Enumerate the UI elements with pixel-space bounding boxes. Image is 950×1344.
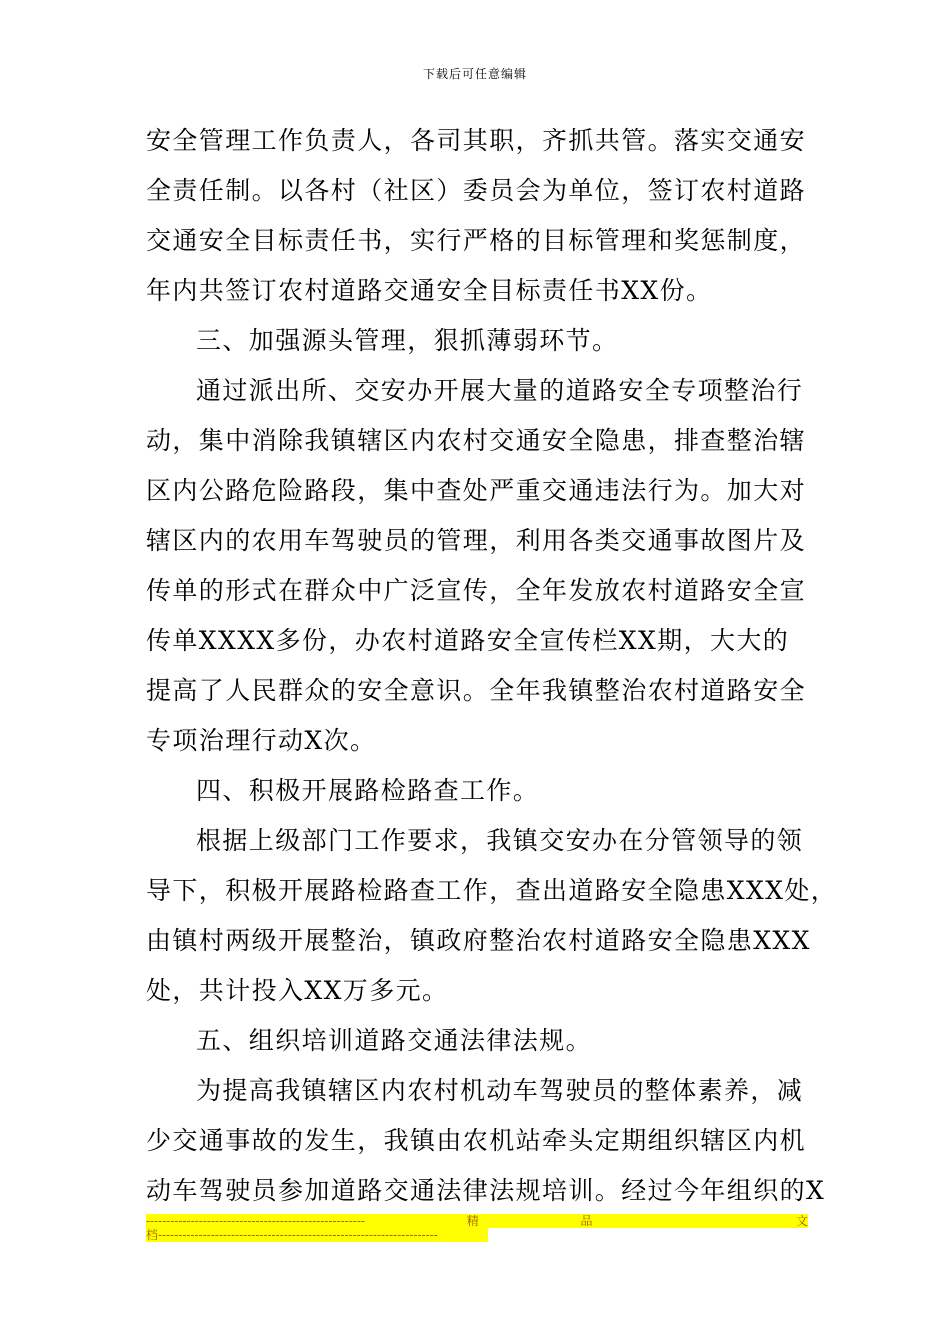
text-line: 传单XXXX多份，办农村道路安全宣传栏XX期，大大的 — [146, 626, 790, 655]
text-line: 全责任制。以各村（社区）委员会为单位，签订农村道路 — [146, 176, 807, 205]
footer-char-3: 文 — [795, 1214, 808, 1228]
footer-row-1 — [146, 1214, 808, 1228]
text-line: 通过派出所、交安办开展大量的道路安全专项整治行 — [196, 376, 804, 405]
text-line: 提高了人民群众的安全意识。全年我镇整治农村道路安全 — [146, 676, 807, 705]
footer-banner — [146, 1214, 808, 1242]
text-line: 少交通事故的发生，我镇由农机站牵头定期组织辖区内机 — [146, 1126, 807, 1155]
text-line: 三、加强源头管理，狠抓薄弱环节。 — [196, 326, 619, 355]
text-line: 由镇村两级开展整治，镇政府整治农村道路安全隐患XXX — [146, 926, 811, 955]
text-line: 为提高我镇辖区内农村机动车驾驶员的整体素养，减 — [196, 1076, 804, 1105]
footer-row-2: 档--------------------------------------------------------------------- — [146, 1228, 488, 1242]
page-header: 下载后可任意编辑 — [422, 67, 527, 81]
text-line: 辖区内的农用车驾驶员的管理，利用各类交通事故图片及 — [146, 526, 807, 555]
text-line: 五、组织培训道路交通法律法规。 — [196, 1026, 593, 1055]
text-line: 专项治理行动X次。 — [146, 726, 377, 755]
footer-char-2: 品 — [580, 1214, 593, 1228]
text-line: 四、积极开展路检路查工作。 — [196, 776, 540, 805]
text-line: 安全管理工作负责人，各司其职，齐抓共管。落实交通安 — [146, 126, 807, 155]
text-line: 处，共计投入XX万多元。 — [146, 976, 449, 1005]
document-body — [146, 116, 838, 1216]
text-line: 交通安全目标责任书，实行严格的目标管理和奖惩制度， — [146, 226, 807, 255]
footer-char-1: 精 — [466, 1214, 479, 1228]
text-line: 动车驾驶员参加道路交通法律法规培训。经过今年组织的X — [146, 1176, 826, 1205]
footer-dashes: ------------------------------------------------------ — [146, 1214, 365, 1228]
text-line: 根据上级部门工作要求，我镇交安办在分管领导的领 — [196, 826, 804, 855]
text-line: 动，集中消除我镇辖区内农村交通安全隐患，排查整治辖 — [146, 426, 807, 455]
text-line: 传单的形式在群众中广泛宣传，全年发放农村道路安全宣 — [146, 576, 807, 605]
text-line: 区内公路危险路段，集中查处严重交通违法行为。加大对 — [146, 476, 807, 505]
text-line: 导下，积极开展路检路查工作，查出道路安全隐患XXX处， — [146, 876, 838, 905]
text-line: 年内共签订农村道路交通安全目标责任书XX份。 — [146, 276, 713, 305]
